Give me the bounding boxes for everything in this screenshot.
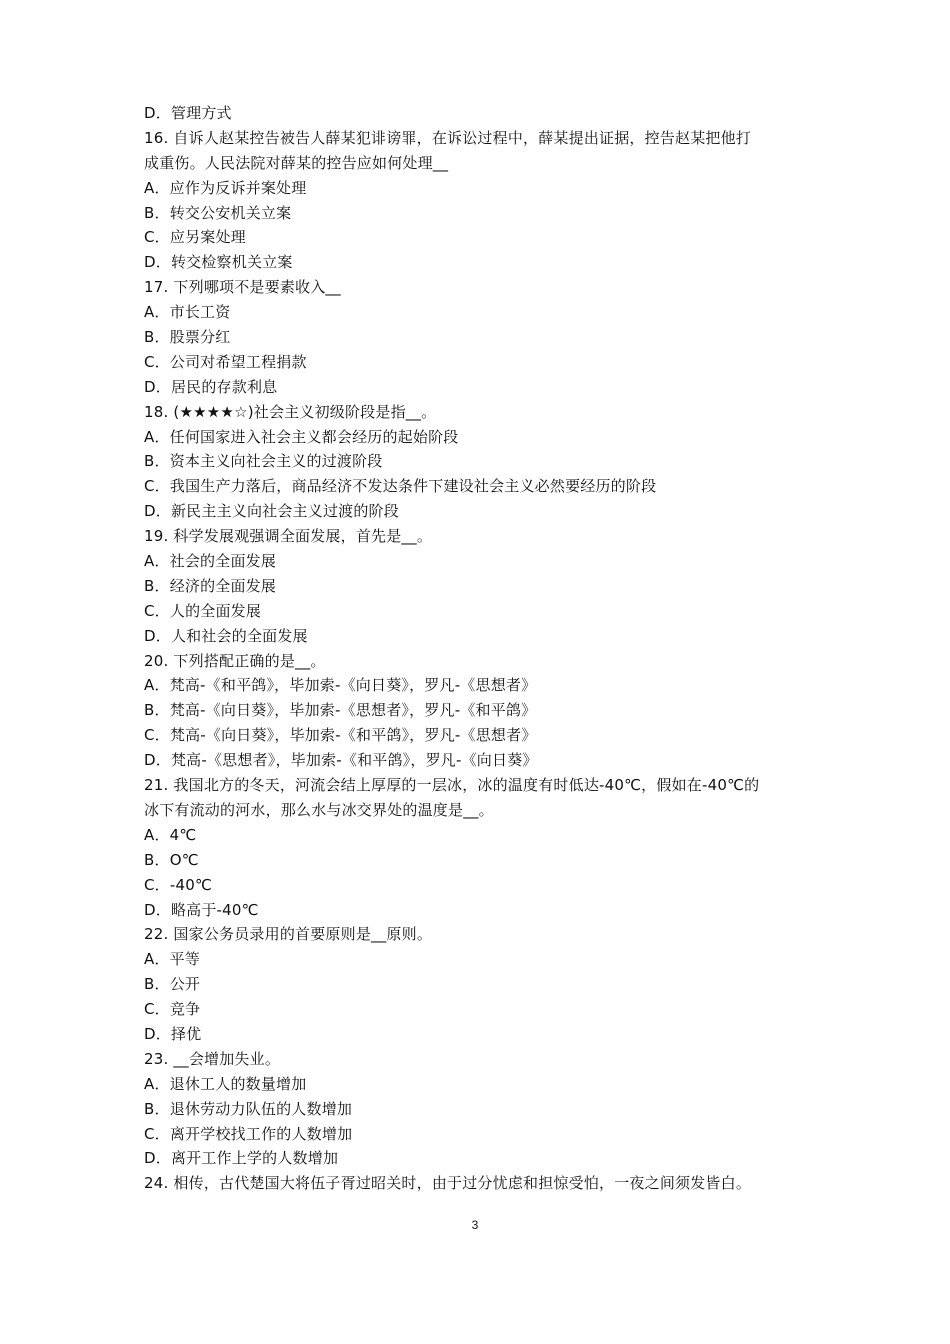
text-line: A．梵高-《和平鸽》，毕加索-《向日葵》，罗凡-《思想者》	[144, 676, 537, 695]
text-line: 24. 相传，古代楚国大将伍子胥过昭关时，由于过分忧虑和担惊受怕，一夜之间须发皆白。	[144, 1174, 752, 1193]
text-line: A．任何国家进入社会主义都会经历的起始阶段	[144, 427, 459, 446]
text-line: 23. __会增加失业。	[144, 1049, 281, 1068]
text-line: D．人和社会的全面发展	[144, 626, 308, 645]
text-line: C．应另案处理	[144, 228, 246, 247]
text-line: B．资本主义向社会主义的过渡阶段	[144, 452, 383, 471]
document-body	[144, 101, 816, 1196]
text-line: 17. 下列哪项不是要素收入__	[144, 278, 341, 297]
text-line: 20. 下列搭配正确的是__。	[144, 651, 326, 670]
text-line: D．转交检察机关立案	[144, 253, 293, 272]
text-line: B．转交公安机关立案	[144, 203, 292, 222]
text-line: C．-40℃	[144, 875, 213, 894]
text-line: D．居民的存款利息	[144, 377, 278, 396]
text-line: B．梵高-《向日葵》，毕加索-《思想者》，罗凡-《和平鸽》	[144, 701, 537, 720]
text-line: 21. 我国北方的冬天，河流会结上厚厚的一层冰，冰的温度有时低达-40℃，假如在-40℃的	[144, 776, 760, 795]
page-number: 3	[471, 1218, 479, 1232]
text-line: A．应作为反诉并案处理	[144, 178, 307, 197]
text-line: D．择优	[144, 1024, 202, 1043]
text-line: B．O℃	[144, 850, 199, 869]
text-line: B．经济的全面发展	[144, 576, 277, 595]
text-line: 18. (★★★★☆)社会主义初级阶段是指__。	[144, 402, 437, 421]
text-line: 冰下有流动的河水，那么水与冰交界处的温度是__。	[144, 800, 494, 819]
text-line: A．社会的全面发展	[144, 552, 277, 571]
text-line: C．竞争	[144, 1000, 201, 1019]
text-line: C．梵高-《向日葵》，毕加索-《和平鸽》，罗凡-《思想者》	[144, 726, 537, 745]
text-line: D．离开工作上学的人数增加	[144, 1149, 339, 1168]
text-line: C．人的全面发展	[144, 601, 262, 620]
text-line: B．退休劳动力队伍的人数增加	[144, 1099, 353, 1118]
text-line: B．股票分红	[144, 328, 231, 347]
text-line: 19. 科学发展观强调全面发展，首先是__。	[144, 527, 433, 546]
text-line: 成重伤。人民法院对薛某的控告应如何处理__	[144, 153, 449, 172]
text-line: 22. 国家公务员录用的首要原则是__原则。	[144, 925, 433, 944]
text-line: C．公司对希望工程捐款	[144, 352, 307, 371]
text-line: C．我国生产力落后，商品经济不发达条件下建设社会主义必然要经历的阶段	[144, 477, 657, 496]
text-line: A．平等	[144, 950, 201, 969]
text-line: D．管理方式	[144, 104, 232, 122]
text-line: 16. 自诉人赵某控告被告人薛某犯诽谤罪，在诉讼过程中，薛某提出证据，控告赵某把他打	[144, 128, 752, 147]
text-line: A．市长工资	[144, 303, 231, 322]
text-line: D．新民主主义向社会主义过渡的阶段	[144, 502, 399, 521]
text-line: B．公开	[144, 975, 201, 994]
text-line: A．退休工人的数量增加	[144, 1074, 307, 1093]
text-line: D．略高于-40℃	[144, 900, 259, 919]
text-line: A．4℃	[144, 825, 197, 844]
text-line: D．梵高-《思想者》，毕加索-《和平鸽》，罗凡-《向日葵》	[144, 751, 538, 770]
text-line: C．离开学校找工作的人数增加	[144, 1124, 353, 1143]
